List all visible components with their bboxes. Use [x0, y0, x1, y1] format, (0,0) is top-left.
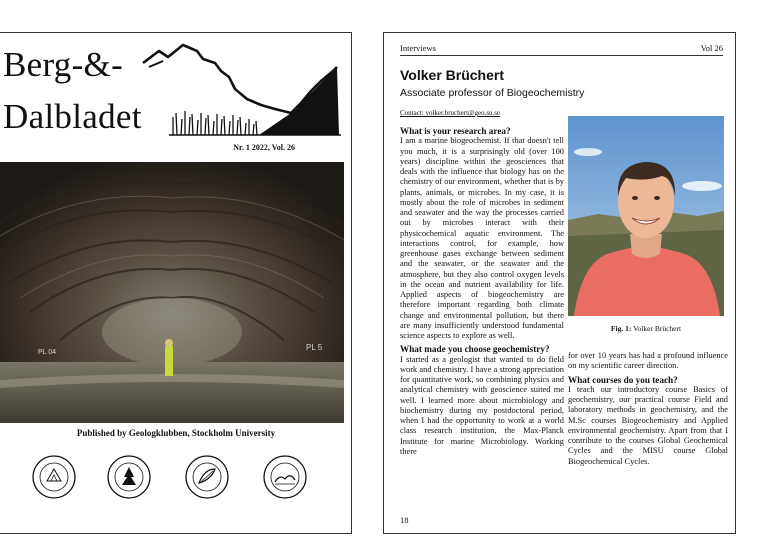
figure-caption: [568, 324, 724, 333]
svg-text:PL 04: PL 04: [38, 349, 57, 356]
svg-text:PL 5: PL 5: [306, 343, 323, 352]
portrait-photo: [568, 116, 724, 316]
interview-article-page: [383, 32, 736, 534]
figure-caption-label: Fig. 1:: [610, 324, 632, 333]
general-historical-geology-seal-icon: [185, 455, 229, 499]
answer-why-geochemistry: I started as a geologist that wanted to do field work and chemistry. I have a strong appreciation for quantitative work, so combining physics and analytical chemistry with geoscience suited me well. I learned more about microbiology and biochemistry during my postdoctoral period, when I had the opportunity to work at a world class research institution, the Max-Planck Institute for marine Microbiology. Working there: [400, 354, 564, 456]
publisher-line: Published by Geologklubben, Stockholm University: [76, 428, 276, 438]
question-research-area: What is your research area?: [400, 126, 511, 136]
question-why-geochemistry: What made you choose geochemistry?: [400, 344, 550, 355]
question-courses: What courses do you teach?: [568, 374, 678, 385]
page-number: 18: [400, 515, 409, 525]
masthead-line-2: Dalbladet: [3, 97, 142, 136]
volume-header: Vol 26: [700, 43, 723, 53]
mountain-logo-icon: [141, 41, 346, 136]
quaternary-geology-seal-icon: [107, 455, 151, 499]
answer-why-geochemistry-continued: for over 10 years has had a profound influence on my scientific career direction.: [568, 351, 728, 371]
interviewee-name: Volker Brüchert: [400, 67, 504, 83]
issue-number: Nr. 1 2022, Vol. 26: [233, 143, 295, 152]
masthead-line-1: Berg-&-: [3, 45, 124, 84]
header-divider: [400, 55, 723, 56]
magazine-cover-page: [0, 32, 352, 534]
answer-courses: I teach our introductory course Basics of geochemistry, our practical course Field and laboratory methods in geochemistry, and the M.Sc courses Biogeochemistry and Applied environmental geochemistry. Apart from that I contribute to the courses Global Geochemical Cycles and the MISU course Global Biogeochemical Cycles.: [568, 384, 728, 466]
article-column-right: [568, 351, 728, 467]
interviewee-role: Associate professor of Biogeochemistry: [400, 87, 585, 99]
contact-email-link[interactable]: Contact: volker.bruchert@geo.su.se: [400, 109, 501, 117]
section-header: Interviews: [400, 43, 436, 53]
article-column-left: [400, 126, 564, 457]
mineralogy-petrology-seal-icon: [32, 455, 76, 499]
figure-caption-text: Volker Brüchert: [631, 324, 682, 333]
natural-geography-seal-icon: [263, 455, 307, 499]
answer-research-area: I am a marine biogeochemist. If that doesn't tell you much, it is a surprisingly old (over 100 years) discipline within the geosciences that deals with the influence that biology has on the chemistry of our environment, whether that is by plants, animals, or microbes. In my case, it is mostly about the role of microbes in sediment and seawater and the way the processes carried out by microbes interact with their physicochemical aquatic environment. The interactions control, for example, how greenhouse gases exchange between sediment and the seawater, or the seawater and the atmosphere, but they also control oxygen levels in the ocean and nutrient availability for life. Applied aspects of biogeochemistry are therefore important regarding both climate change and environmental pollution, but there are many insufficiently understood fundamental science aspects to explore as well.: [400, 136, 564, 340]
tunnel-cover-photo: [0, 162, 344, 423]
